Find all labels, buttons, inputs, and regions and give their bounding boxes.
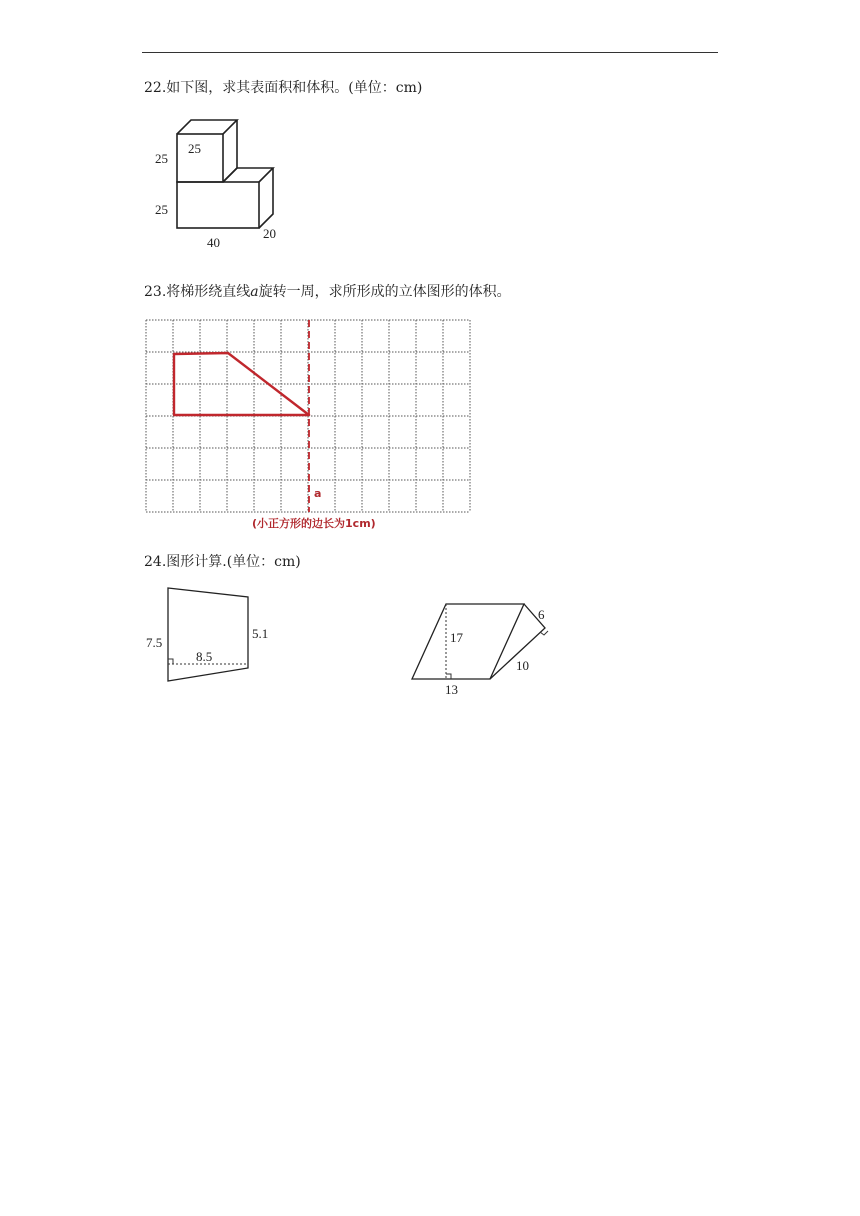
- q22-figure: [140, 112, 300, 257]
- q24-trapezoid: [168, 588, 248, 681]
- q24-tri-long-label: 10: [516, 658, 529, 673]
- q23-axis-var: a: [250, 284, 259, 300]
- q22-bottom-box-side: [259, 168, 273, 228]
- q22-label-length: 40: [207, 235, 220, 250]
- q24-trapezoid-figure: [140, 580, 290, 690]
- q22-bottom-box-top: [223, 168, 273, 182]
- q22-label-depth: 20: [263, 226, 276, 241]
- q24-para-right-angle: [446, 674, 451, 679]
- q23-text: [144, 283, 511, 301]
- q23-prompt-after: 旋转一周，求所形成的立体图形的体积。: [258, 284, 511, 300]
- q24-trap-left-label: 7.5: [146, 635, 163, 650]
- q23-prompt-before: 将梯形绕直线: [166, 284, 251, 300]
- q24-trap-right-angle: [168, 659, 173, 664]
- q22-label-top-height: 25: [155, 151, 168, 166]
- q22-number: 22.: [144, 80, 167, 96]
- q24-number: 24.: [144, 554, 167, 570]
- q22-label-bottom-height: 25: [155, 202, 168, 217]
- q22-top-cube-top: [177, 120, 237, 134]
- q24-parallelogram-figure: [405, 595, 565, 705]
- q22-prompt: 如下图，求其表面积和体积。(单位：cm): [166, 80, 423, 96]
- q24-text: [144, 553, 301, 571]
- q22-text: [144, 79, 422, 97]
- header-rule: [142, 52, 718, 53]
- q24-para-base-label: 13: [445, 682, 458, 697]
- q24-trap-height-label: 8.5: [196, 649, 213, 664]
- q22-top-cube-side: [223, 120, 237, 182]
- q24-prompt: 图形计算.(单位：cm): [166, 554, 301, 570]
- q23-figure: [146, 320, 476, 540]
- q23-caption: (小正方形的边长为1cm): [252, 517, 376, 530]
- q24-trap-right-label: 5.1: [252, 626, 269, 641]
- q22-bottom-box-front: [177, 182, 259, 228]
- q24-tri-short-label: 6: [538, 607, 545, 622]
- q24-parallelogram: [412, 604, 524, 679]
- q22-label-top-front: 25: [188, 141, 201, 156]
- q23-axis-label: a: [314, 487, 322, 500]
- q24-para-height-label: 17: [450, 630, 463, 645]
- q23-number: 23.: [144, 284, 167, 300]
